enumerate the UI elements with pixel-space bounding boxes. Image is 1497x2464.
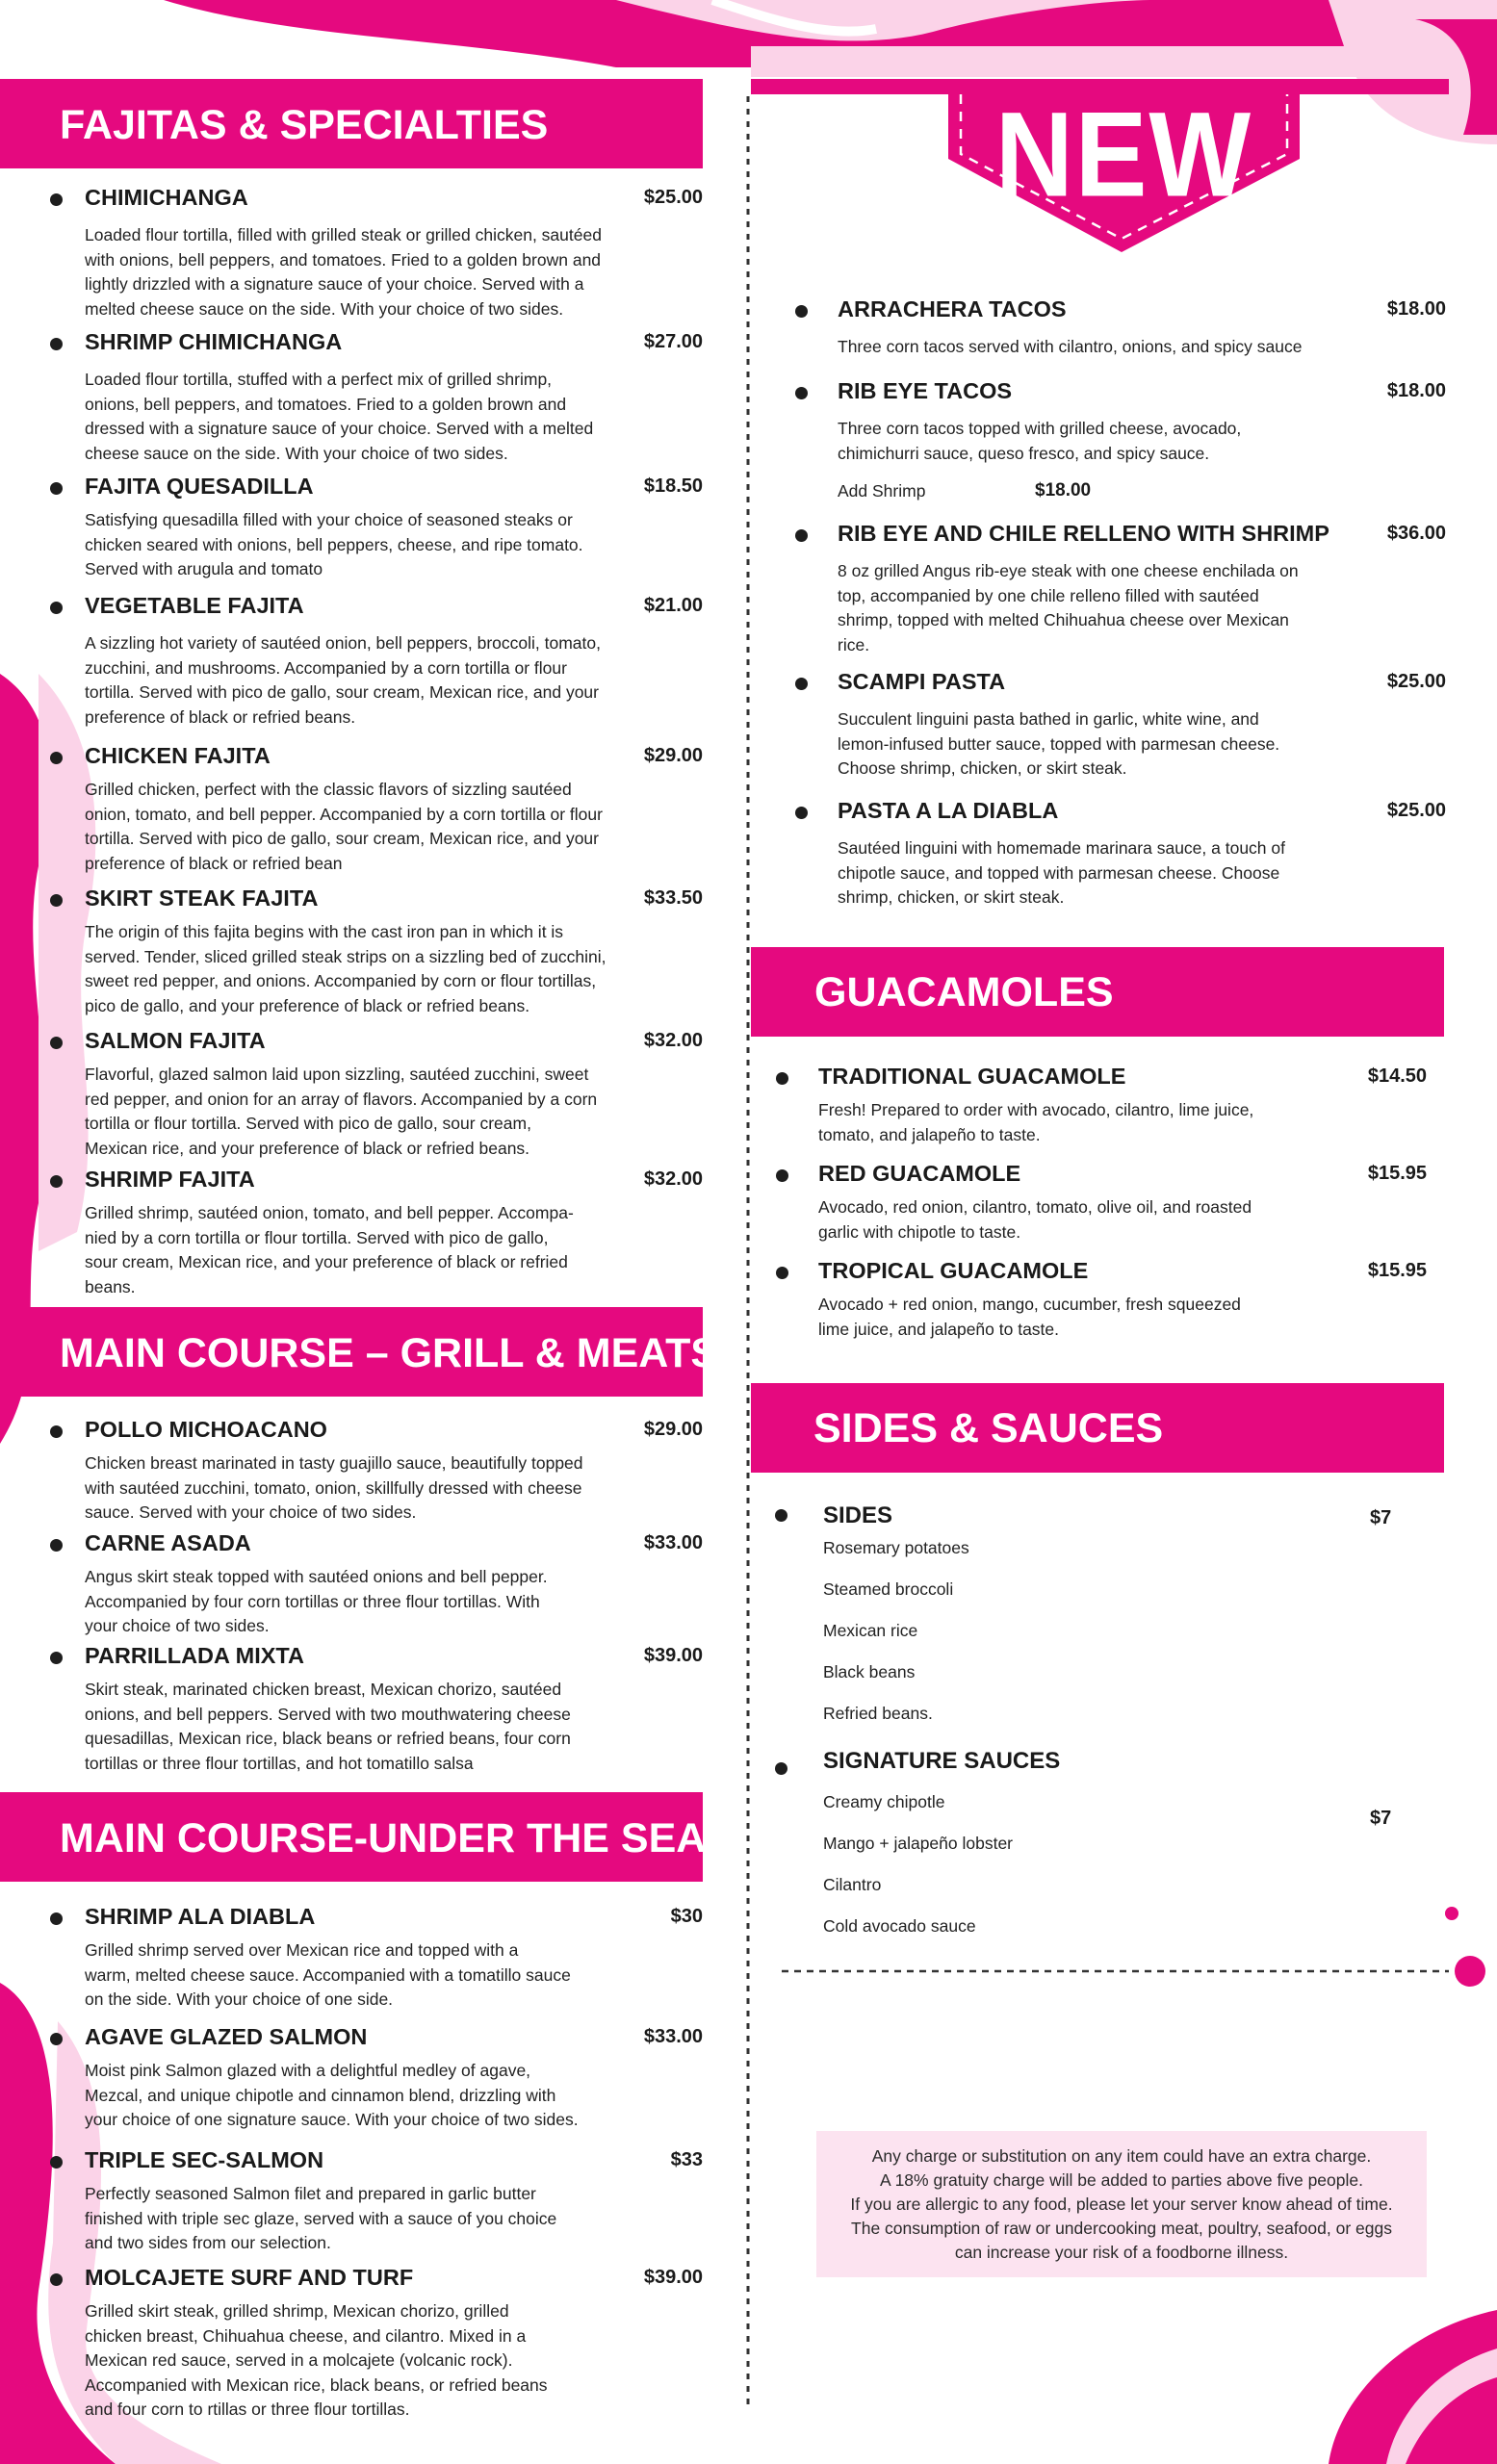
item-description-line: finished with triple sec glaze, served with a sauce of you choice (85, 2208, 557, 2228)
sauce-item: Mango + jalapeño lobster (823, 1834, 1014, 1853)
item-price: $18.50 (643, 475, 703, 497)
grill-title: MAIN COURSE – GRILL & MEATS (60, 1330, 719, 1376)
item-description-line: tortilla or flour tortilla. Served with pico de gallo, sour cream, (85, 1114, 531, 1133)
bullet (50, 2156, 63, 2169)
bullet (50, 1037, 63, 1049)
sauces-name: SIGNATURE SAUCES (823, 1748, 1061, 1774)
item-price: $18.00 (1386, 298, 1446, 320)
item-name: MOLCAJETE SURF AND TURF (85, 2265, 414, 2290)
item-description-line: Grilled shrimp served over Mexican rice and topped with a (85, 1940, 519, 1960)
item-name: RIB EYE AND CHILE RELLENO WITH SHRIMP (838, 521, 1329, 546)
bullet (50, 193, 63, 206)
item-price: $15.95 (1367, 1260, 1427, 1281)
item-name: PARRILLADA MIXTA (85, 1643, 305, 1668)
sauces-price: $7 (1370, 1808, 1392, 1829)
item-description-line: dressed with a signature sauce of your choice. Served with a melted (85, 419, 594, 438)
item-description-line: melted cheese sauce on the side. With your choice of two sides. (85, 298, 564, 319)
item-price: $39.00 (643, 2267, 703, 2288)
item-name: TROPICAL GUACAMOLE (818, 1258, 1089, 1283)
bullet (50, 2273, 63, 2286)
item-description-line: with sautéed zucchini, tomato, onion, skillfully dressed with cheese (85, 1477, 582, 1498)
item-description-line: The origin of this fajita begins with the cast iron pan in which it is (85, 922, 564, 941)
bullet (50, 1652, 63, 1664)
item-description-line: sweet red pepper, and onions. Accompanied by corn or flour tortillas, (85, 971, 597, 990)
item-description-line: tortilla. Served with pico de gallo, sour cream, Mexican rice, and your (85, 682, 599, 702)
sauce-item: Cilantro (823, 1875, 882, 1894)
item-price: $18.00 (1386, 380, 1446, 401)
item-description-line: top, accompanied by one chile relleno filled with sautéed (838, 585, 1259, 605)
new-badge-label: NEW (994, 87, 1253, 222)
item-description-line: Flavorful, glazed salmon laid upon sizzling, sautéed zucchini, sweet (85, 1065, 589, 1084)
bullet (776, 1169, 788, 1182)
item-description-line: shrimp, chicken, or skirt steak. (838, 887, 1065, 907)
item-name: TRIPLE SEC-SALMON (85, 2147, 324, 2172)
bullet (795, 678, 808, 690)
item-description-line: sauce. Served with your choice of two sides. (85, 1502, 417, 1522)
sides-title: SIDES & SAUCES (813, 1405, 1164, 1451)
item-description-line: lemon-infused butter sauce, topped with parmesan cheese. (838, 733, 1280, 754)
item-name: ARRACHERA TACOS (838, 296, 1067, 321)
bullet (50, 1912, 63, 1925)
item-name: PASTA A LA DIABLA (838, 798, 1059, 823)
item-description-line: chipotle sauce, and topped with parmesan cheese. Choose (838, 862, 1280, 883)
item-description-line: nied by a corn tortilla or flour tortilla. Served with pico de gallo, (85, 1227, 549, 1247)
item-description-line: onions, bell peppers, and tomatoes. Fried to a golden brown and (85, 394, 567, 414)
guacamoles-title: GUACAMOLES (814, 969, 1114, 1015)
item-name: RED GUACAMOLE (818, 1161, 1021, 1186)
side-item: Refried beans. (823, 1704, 933, 1723)
bullet (50, 1425, 63, 1438)
fajitas-title: FAJITAS & SPECIALTIES (60, 102, 549, 148)
item-description-line: tortillas or three flour tortillas, and hot tomatillo salsa (85, 1753, 474, 1773)
addon-label: Add Shrimp (838, 481, 926, 500)
item-description-line: chicken breast, Chihuahua cheese, and cilantro. Mixed in a (85, 2325, 527, 2346)
side-item: Black beans (823, 1662, 916, 1681)
item-price: $32.00 (643, 1168, 703, 1190)
item-description-line: Skirt steak, marinated chicken breast, Mexican chorizo, sautéed (85, 1680, 562, 1699)
item-description-line: on the side. With your choice of one side. (85, 1989, 394, 2009)
item-description-line: onions, and bell peppers. Served with two mouthwatering cheese (85, 1704, 571, 1724)
item-description-line: Loaded flour tortilla, filled with grilled steak or grilled chicken, sautéed (85, 225, 602, 244)
item-description-line: cheese sauce on the side. With your choice of two sides. (85, 443, 508, 463)
bullet (795, 807, 808, 819)
item-price: $33.00 (643, 2026, 703, 2047)
item-description-line: Grilled skirt steak, grilled shrimp, Mexican chorizo, grilled (85, 2301, 509, 2321)
item-name: POLLO MICHOACANO (85, 1417, 327, 1442)
item-description-line: Satisfying quesadilla filled with your choice of seasoned steaks or (85, 510, 573, 529)
item-price: $21.00 (643, 595, 703, 616)
sauce-item: Creamy chipotle (823, 1792, 945, 1811)
item-price: $25.00 (1386, 671, 1446, 692)
item-description-line: sour cream, Mexican rice, and your preference of black or refried (85, 1252, 568, 1271)
notice-line: If you are allergic to any food, please let your server know ahead of time. (850, 2194, 1393, 2214)
item-description-line: Choose shrimp, chicken, or skirt steak. (838, 758, 1127, 778)
item-description-line: Angus skirt steak topped with sautéed onions and bell pepper. (85, 1567, 548, 1586)
item-name: CHICKEN FAJITA (85, 743, 271, 768)
item-description-line: red pepper, and onion for an array of flavors. Accompanied by a corn (85, 1089, 598, 1109)
sides-price: $7 (1370, 1507, 1392, 1528)
bullet (50, 752, 63, 764)
item-description-line: Three corn tacos topped with grilled cheese, avocado, (838, 419, 1242, 438)
side-item: Steamed broccoli (823, 1579, 954, 1599)
item-description-line: preference of black or refried beans. (85, 706, 356, 727)
side-item: Rosemary potatoes (823, 1538, 969, 1557)
item-description-line: Mexican red sauce, served in a molcajete (volcanic rock). (85, 2350, 513, 2370)
item-description-line: Three corn tacos served with cilantro, onions, and spicy sauce (838, 337, 1303, 356)
item-name: SKIRT STEAK FAJITA (85, 886, 319, 911)
item-description-line: Avocado, red onion, cilantro, tomato, olive oil, and roasted (818, 1197, 1252, 1217)
item-price: $30 (670, 1906, 703, 1927)
item-description-line: beans. (85, 1276, 136, 1296)
item-description-line: shrimp, topped with melted Chihuahua cheese over Mexican (838, 610, 1289, 629)
side-item: Mexican rice (823, 1621, 918, 1640)
sea-title: MAIN COURSE-UNDER THE SEA (60, 1815, 707, 1861)
item-description-line: with onions, bell peppers, and tomatoes. Fried to a golden brown and (85, 249, 602, 270)
item-description-line: pico de gallo, and your preference of black or refried beans. (85, 995, 530, 1015)
item-description-line: Succulent linguini pasta bathed in garlic, white wine, and (838, 709, 1259, 729)
item-description-line: quesadillas, Mexican rice, black beans or refried beans, four corn (85, 1729, 571, 1748)
item-description-line: Perfectly seasoned Salmon filet and prepared in garlic butter (85, 2184, 536, 2203)
notice-line: Any charge or substitution on any item could have an extra charge. (871, 2146, 1372, 2166)
item-description-line: Accompanied with Mexican rice, black beans, or refried beans (85, 2374, 548, 2395)
bullet (775, 1762, 787, 1775)
item-description-line: onion, tomato, and bell pepper. Accompanied by a corn tortilla or flour (85, 804, 603, 824)
item-price: $32.00 (643, 1030, 703, 1051)
item-description-line: Mexican rice, and your preference of black or refried beans. (85, 1138, 530, 1158)
item-description-line: lime juice, and jalapeño to taste. (818, 1319, 1060, 1339)
item-price: $39.00 (643, 1645, 703, 1666)
bullet (50, 1539, 63, 1552)
item-description-line: Chicken breast marinated in tasty guajillo sauce, beautifully topped (85, 1453, 583, 1473)
item-price: $29.00 (643, 1419, 703, 1440)
item-name: SALMON FAJITA (85, 1028, 266, 1053)
item-description-line: Sautéed linguini with homemade marinara sauce, a touch of (838, 838, 1285, 858)
item-description-line: Grilled shrimp, sautéed onion, tomato, and bell pepper. Accompa- (85, 1203, 574, 1222)
item-description-line: Moist pink Salmon glazed with a delightful medley of agave, (85, 2061, 531, 2080)
item-description-line: your choice of two sides. (85, 1616, 270, 1635)
item-description-line: lightly drizzled with a signature sauce of your choice. Served with a (85, 274, 584, 294)
item-price: $33.50 (643, 887, 703, 909)
item-description-line: warm, melted cheese sauce. Accompanied with a tomatillo sauce (85, 1964, 571, 1985)
item-name: CARNE ASADA (85, 1530, 251, 1555)
item-description-line: Fresh! Prepared to order with avocado, cilantro, lime juice, (818, 1100, 1254, 1119)
item-description-line: zucchini, and mushrooms. Accompanied by a corn tortilla or flour (85, 657, 567, 678)
item-price: $33.00 (643, 1532, 703, 1553)
bullet (50, 482, 63, 495)
item-description-line: preference of black or refried bean (85, 853, 343, 873)
notice-line: A 18% gratuity charge will be added to parties above five people. (880, 2170, 1363, 2190)
item-name: SHRIMP CHIMICHANGA (85, 329, 343, 354)
sauce-item: Cold avocado sauce (823, 1916, 976, 1936)
item-name: AGAVE GLAZED SALMON (85, 2024, 368, 2049)
bullet (776, 1072, 788, 1085)
bullet (776, 1267, 788, 1279)
item-description-line: your choice of one signature sauce. With your choice of two sides. (85, 2110, 579, 2129)
bullet (795, 305, 808, 318)
item-description-line: Avocado + red onion, mango, cucumber, fresh squeezed (818, 1295, 1241, 1314)
bullet (50, 602, 63, 614)
item-name: SHRIMP ALA DIABLA (85, 1904, 316, 1929)
item-name: SHRIMP FAJITA (85, 1167, 255, 1192)
item-description-line: Accompanied by four corn tortillas or three flour tortillas. With (85, 1591, 540, 1611)
item-description-line: tortilla. Served with pico de gallo, sour cream, Mexican rice, and your (85, 829, 599, 848)
item-price: $25.00 (643, 187, 703, 208)
item-description-line: tomato, and jalapeño to taste. (818, 1124, 1041, 1144)
item-price: $36.00 (1386, 523, 1446, 544)
item-description-line: served. Tender, sliced grilled steak strips on a sizzling bed of zucchini, (85, 946, 607, 966)
item-description-line: chicken seared with onions, bell peppers, cheese, and ripe tomato. (85, 534, 583, 554)
addon-price: $18.00 (1035, 480, 1092, 500)
item-price: $14.50 (1367, 1065, 1427, 1087)
bullet (795, 529, 808, 542)
bullet (50, 894, 63, 907)
bullet (795, 387, 808, 399)
item-name: CHIMICHANGA (85, 185, 248, 210)
item-description-line: A sizzling hot variety of sautéed onion, bell peppers, broccoli, tomato, (85, 633, 601, 653)
item-name: RIB EYE TACOS (838, 378, 1013, 403)
item-description-line: Served with arugula and tomato (85, 559, 323, 578)
item-description-line: Grilled chicken, perfect with the classic flavors of sizzling sautéed (85, 780, 572, 799)
item-price: $27.00 (643, 331, 703, 352)
item-price: $29.00 (643, 745, 703, 766)
item-description-line: Mezcal, and unique chipotle and cinnamon blend, drizzling with (85, 2085, 556, 2105)
sides-name: SIDES (823, 1502, 893, 1528)
item-description-line: garlic with chipotle to taste. (818, 1221, 1021, 1242)
item-price: $25.00 (1386, 800, 1446, 821)
item-description-line: Loaded flour tortilla, stuffed with a perfect mix of grilled shrimp, (85, 370, 553, 389)
bullet (50, 2033, 63, 2045)
notice-line: can increase your risk of a foodborne illness. (954, 2243, 1289, 2262)
item-name: TRADITIONAL GUACAMOLE (818, 1064, 1126, 1089)
bullet (50, 338, 63, 350)
notice-line: The consumption of raw or undercooking meat, poultry, seafood, or eggs (851, 2219, 1392, 2238)
item-description-line: and four corn to rtillas or three flour tortillas. (85, 2400, 410, 2419)
item-price: $15.95 (1367, 1163, 1427, 1184)
item-name: VEGETABLE FAJITA (85, 593, 304, 618)
bullet (775, 1509, 787, 1522)
bullet (50, 1175, 63, 1188)
item-description-line: and two sides from our selection. (85, 2233, 331, 2252)
item-name: SCAMPI PASTA (838, 669, 1006, 694)
item-name: FAJITA QUESADILLA (85, 474, 314, 499)
item-description-line: rice. (838, 634, 870, 654)
item-description-line: 8 oz grilled Angus rib-eye steak with one cheese enchilada on (838, 561, 1299, 580)
item-price: $33 (670, 2149, 703, 2170)
item-description-line: chimichurri sauce, queso fresco, and spicy sauce. (838, 443, 1210, 463)
